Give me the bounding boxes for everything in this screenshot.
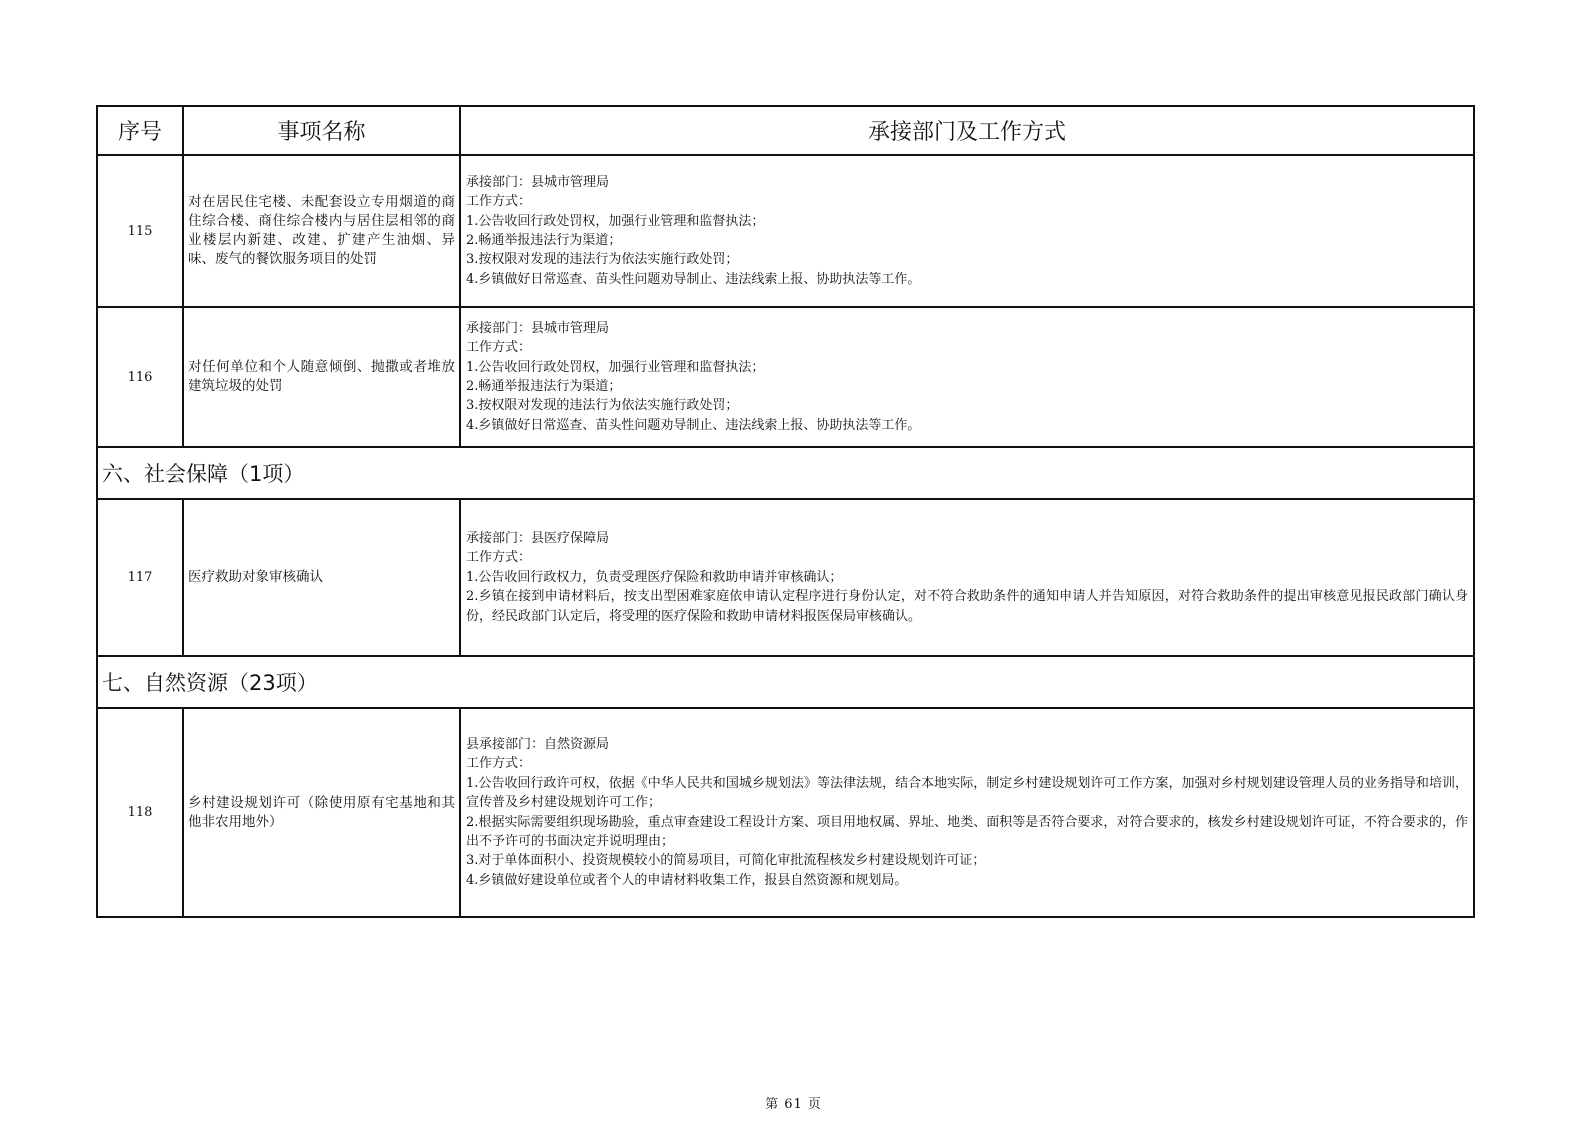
section-title: 七、自然资源（23项） (97, 656, 1474, 708)
department-and-method (460, 708, 1474, 917)
method-line: 1.公告收回行政处罚权，加强行业管理和监督执法； (466, 213, 765, 229)
method-line: 承接部门：县医疗保障局 (466, 530, 610, 546)
method-line: 1.公告收回行政许可权，依据《中华人民共和国城乡规划法》等法律法规，结合本地实际，制定乡村建设规划许可工作方案，加强对乡村规划建设管理人员的业务指导和培训，宣传普及乡村建设规划许可工作； (466, 775, 1468, 811)
row-number: 116 (97, 307, 183, 447)
method-line: 4.乡镇做好日常巡查、苗头性问题劝导制止、违法线索上报、协助执法等工作。 (466, 271, 921, 287)
table-row (97, 499, 1474, 656)
method-line: 工作方式： (466, 340, 532, 356)
table-row (97, 307, 1474, 447)
row-number: 117 (97, 499, 183, 656)
method-line: 县承接部门：自然资源局 (466, 736, 610, 752)
row-number: 115 (97, 155, 183, 307)
method-line: 4.乡镇做好日常巡查、苗头性问题劝导制止、违法线索上报、协助执法等工作。 (466, 417, 921, 433)
header-department-method: 承接部门及工作方式 (460, 106, 1474, 155)
method-line: 工作方式： (466, 550, 532, 566)
department-and-method (460, 155, 1474, 307)
method-line: 承接部门：县城市管理局 (466, 320, 610, 336)
method-line: 2.畅通举报违法行为渠道； (466, 379, 622, 394)
method-line: 2.畅通举报违法行为渠道； (466, 233, 622, 248)
method-line: 3.按权限对发现的违法行为依法实施行政处罚； (466, 252, 739, 268)
method-line: 工作方式： (466, 194, 532, 210)
row-number: 118 (97, 708, 183, 917)
method-line: 3.对于单体面积小、投资规模较小的简易项目，可简化审批流程核发乡村建设规划许可证； (466, 853, 986, 869)
method-line: 承接部门：县城市管理局 (466, 174, 610, 190)
matters-table (96, 105, 1475, 918)
page-number: 第 61 页 (765, 1097, 822, 1112)
method-line: 2.乡镇在接到申请材料后，按支出型困难家庭依申请认定程序进行身份认定，对不符合救助条件的通知申请人并告知原因，对符合救助条件的提出审核意见报民政部门确认身份，经民政部门认定后，将受理的医疗保险和救助申请材料报医保局审核确认。 (466, 589, 1468, 624)
matter-name: 对在居民住宅楼、未配套设立专用烟道的商住综合楼、商住综合楼内与居住层相邻的商业楼层内新建、改建、扩建产生油烟、异味、废气的餐饮服务项目的处罚 (183, 155, 460, 307)
department-and-method (460, 499, 1474, 656)
section-row (97, 447, 1474, 499)
method-line: 3.按权限对发现的违法行为依法实施行政处罚； (466, 398, 739, 414)
header-serial-number: 序号 (97, 106, 183, 155)
table-header-row (97, 106, 1474, 155)
matter-name: 医疗救助对象审核确认 (183, 499, 460, 656)
table-row (97, 708, 1474, 917)
department-and-method (460, 307, 1474, 447)
section-row (97, 656, 1474, 708)
section-title: 六、社会保障（1项） (97, 447, 1474, 499)
table-row (97, 155, 1474, 307)
method-line: 工作方式： (466, 756, 532, 772)
matter-name: 对任何单位和个人随意倾倒、抛撒或者堆放建筑垃圾的处罚 (183, 307, 460, 447)
method-line: 1.公告收回行政权力，负责受理医疗保险和救助申请并审核确认； (466, 569, 843, 585)
header-matter-name: 事项名称 (183, 106, 460, 155)
matter-name: 乡村建设规划许可（除使用原有宅基地和其他非农用地外） (183, 708, 460, 917)
method-line: 4.乡镇做好建设单位或者个人的申请材料收集工作，报县自然资源和规划局。 (466, 872, 908, 888)
method-line: 2.根据实际需要组织现场勘验，重点审查建设工程设计方案、项目用地权属、界址、地类、面积等是否符合要求，对符合要求的，核发乡村建设规划许可证，不符合要求的，作出不予许可的书面决定并说明理由； (466, 814, 1468, 849)
method-line: 1.公告收回行政处罚权，加强行业管理和监督执法； (466, 359, 765, 375)
